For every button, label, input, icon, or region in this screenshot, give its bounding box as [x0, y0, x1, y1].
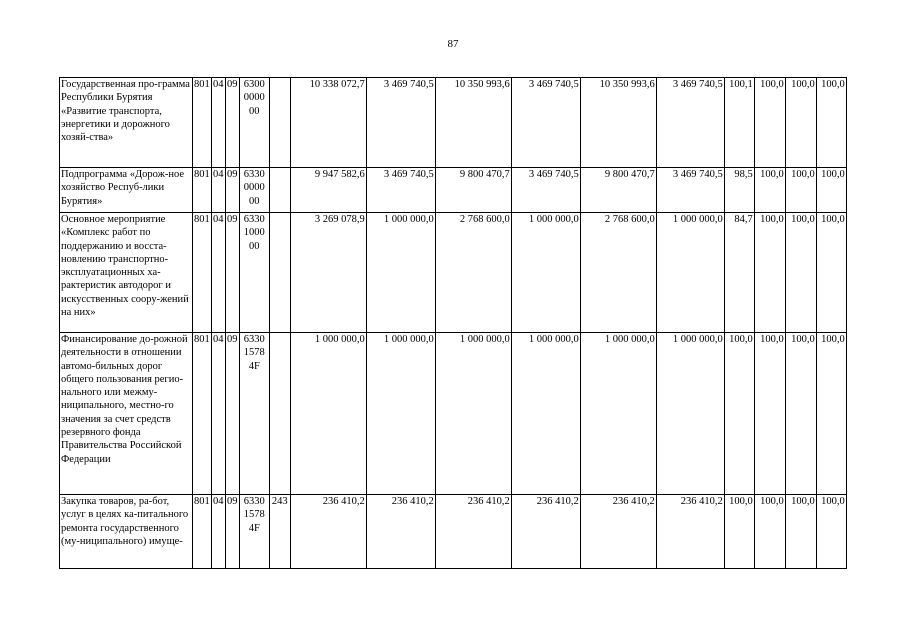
pr-code: 09	[225, 78, 239, 168]
percent-2: 100,0	[754, 168, 785, 213]
percent-4: 100,0	[816, 495, 846, 569]
csr-code: 6330 0000 00	[239, 168, 269, 213]
vr-code	[269, 78, 290, 168]
rz-code: 04	[211, 78, 225, 168]
amount-5: 10 350 993,6	[580, 78, 656, 168]
ved-code: 801	[193, 213, 212, 333]
percent-3: 100,0	[785, 213, 816, 333]
vr-code	[269, 333, 290, 495]
amount-6: 1 000 000,0	[656, 333, 724, 495]
percent-4: 100,0	[816, 168, 846, 213]
pr-code: 09	[225, 213, 239, 333]
row-name: Основное мероприятие «Комплекс работ по поддержанию и восста-новлению транспортно-эксплуатационных ха-рактеристик автодорог и искусственных соору-жений на них»	[60, 213, 193, 333]
pr-code: 09	[225, 495, 239, 569]
csr-code: 6300 0000 00	[239, 78, 269, 168]
table-row	[60, 168, 847, 213]
amount-2: 1 000 000,0	[366, 213, 435, 333]
vr-code	[269, 213, 290, 333]
amount-3: 2 768 600,0	[435, 213, 511, 333]
percent-1: 84,7	[724, 213, 754, 333]
vr-code: 243	[269, 495, 290, 569]
amount-5: 9 800 470,7	[580, 168, 656, 213]
percent-3: 100,0	[785, 78, 816, 168]
amount-1: 236 410,2	[290, 495, 366, 569]
percent-2: 100,0	[754, 495, 785, 569]
percent-1: 100,0	[724, 333, 754, 495]
ved-code: 801	[193, 333, 212, 495]
percent-4: 100,0	[816, 78, 846, 168]
percent-2: 100,0	[754, 78, 785, 168]
amount-5: 1 000 000,0	[580, 333, 656, 495]
percent-1: 98,5	[724, 168, 754, 213]
row-name: Финансирование до-рожной деятельности в отношении автомо-бильных дорог общего пользования регио-нального или межму-ниципального, местно-го значения за счет средств резервного фонда Правительства Российской Федерации	[60, 333, 193, 495]
ved-code: 801	[193, 168, 212, 213]
amount-4: 1 000 000,0	[511, 213, 580, 333]
amount-6: 3 469 740,5	[656, 168, 724, 213]
csr-code: 6330 1578 4F	[239, 333, 269, 495]
csr-code: 6330 1000 00	[239, 213, 269, 333]
amount-5: 2 768 600,0	[580, 213, 656, 333]
amount-1: 10 338 072,7	[290, 78, 366, 168]
amount-2: 3 469 740,5	[366, 168, 435, 213]
table-row	[60, 213, 847, 333]
rz-code: 04	[211, 333, 225, 495]
percent-1: 100,1	[724, 78, 754, 168]
table-row	[60, 333, 847, 495]
percent-4: 100,0	[816, 333, 846, 495]
amount-4: 3 469 740,5	[511, 168, 580, 213]
vr-code	[269, 168, 290, 213]
amount-1: 1 000 000,0	[290, 333, 366, 495]
amount-3: 9 800 470,7	[435, 168, 511, 213]
amount-4: 1 000 000,0	[511, 333, 580, 495]
ved-code: 801	[193, 78, 212, 168]
amount-6: 1 000 000,0	[656, 213, 724, 333]
csr-code: 6330 1578 4F	[239, 495, 269, 569]
rz-code: 04	[211, 168, 225, 213]
amount-3: 10 350 993,6	[435, 78, 511, 168]
percent-1: 100,0	[724, 495, 754, 569]
amount-1: 3 269 078,9	[290, 213, 366, 333]
amount-6: 3 469 740,5	[656, 78, 724, 168]
amount-1: 9 947 582,6	[290, 168, 366, 213]
amount-4: 236 410,2	[511, 495, 580, 569]
table-row	[60, 78, 847, 168]
percent-4: 100,0	[816, 213, 846, 333]
amount-2: 236 410,2	[366, 495, 435, 569]
row-name: Закупка товаров, ра-бот, услуг в целях ка-питального ремонта государственного (му-ниципального) имуще-	[60, 495, 193, 569]
percent-3: 100,0	[785, 495, 816, 569]
percent-2: 100,0	[754, 213, 785, 333]
amount-5: 236 410,2	[580, 495, 656, 569]
table-row	[60, 495, 847, 569]
ved-code: 801	[193, 495, 212, 569]
budget-table	[59, 77, 847, 569]
amount-3: 1 000 000,0	[435, 333, 511, 495]
rz-code: 04	[211, 213, 225, 333]
amount-4: 3 469 740,5	[511, 78, 580, 168]
amount-2: 1 000 000,0	[366, 333, 435, 495]
percent-3: 100,0	[785, 168, 816, 213]
percent-2: 100,0	[754, 333, 785, 495]
pr-code: 09	[225, 168, 239, 213]
amount-6: 236 410,2	[656, 495, 724, 569]
amount-2: 3 469 740,5	[366, 78, 435, 168]
pr-code: 09	[225, 333, 239, 495]
page-number: 87	[447, 38, 459, 50]
rz-code: 04	[211, 495, 225, 569]
percent-3: 100,0	[785, 333, 816, 495]
amount-3: 236 410,2	[435, 495, 511, 569]
row-name: Подпрограмма «Дорож-ное хозяйство Респуб-лики Бурятия»	[60, 168, 193, 213]
row-name: Государственная про-граммa Республики Бурятия «Развитие транспорта, энергетики и дорожного хозяй-ства»	[60, 78, 193, 168]
